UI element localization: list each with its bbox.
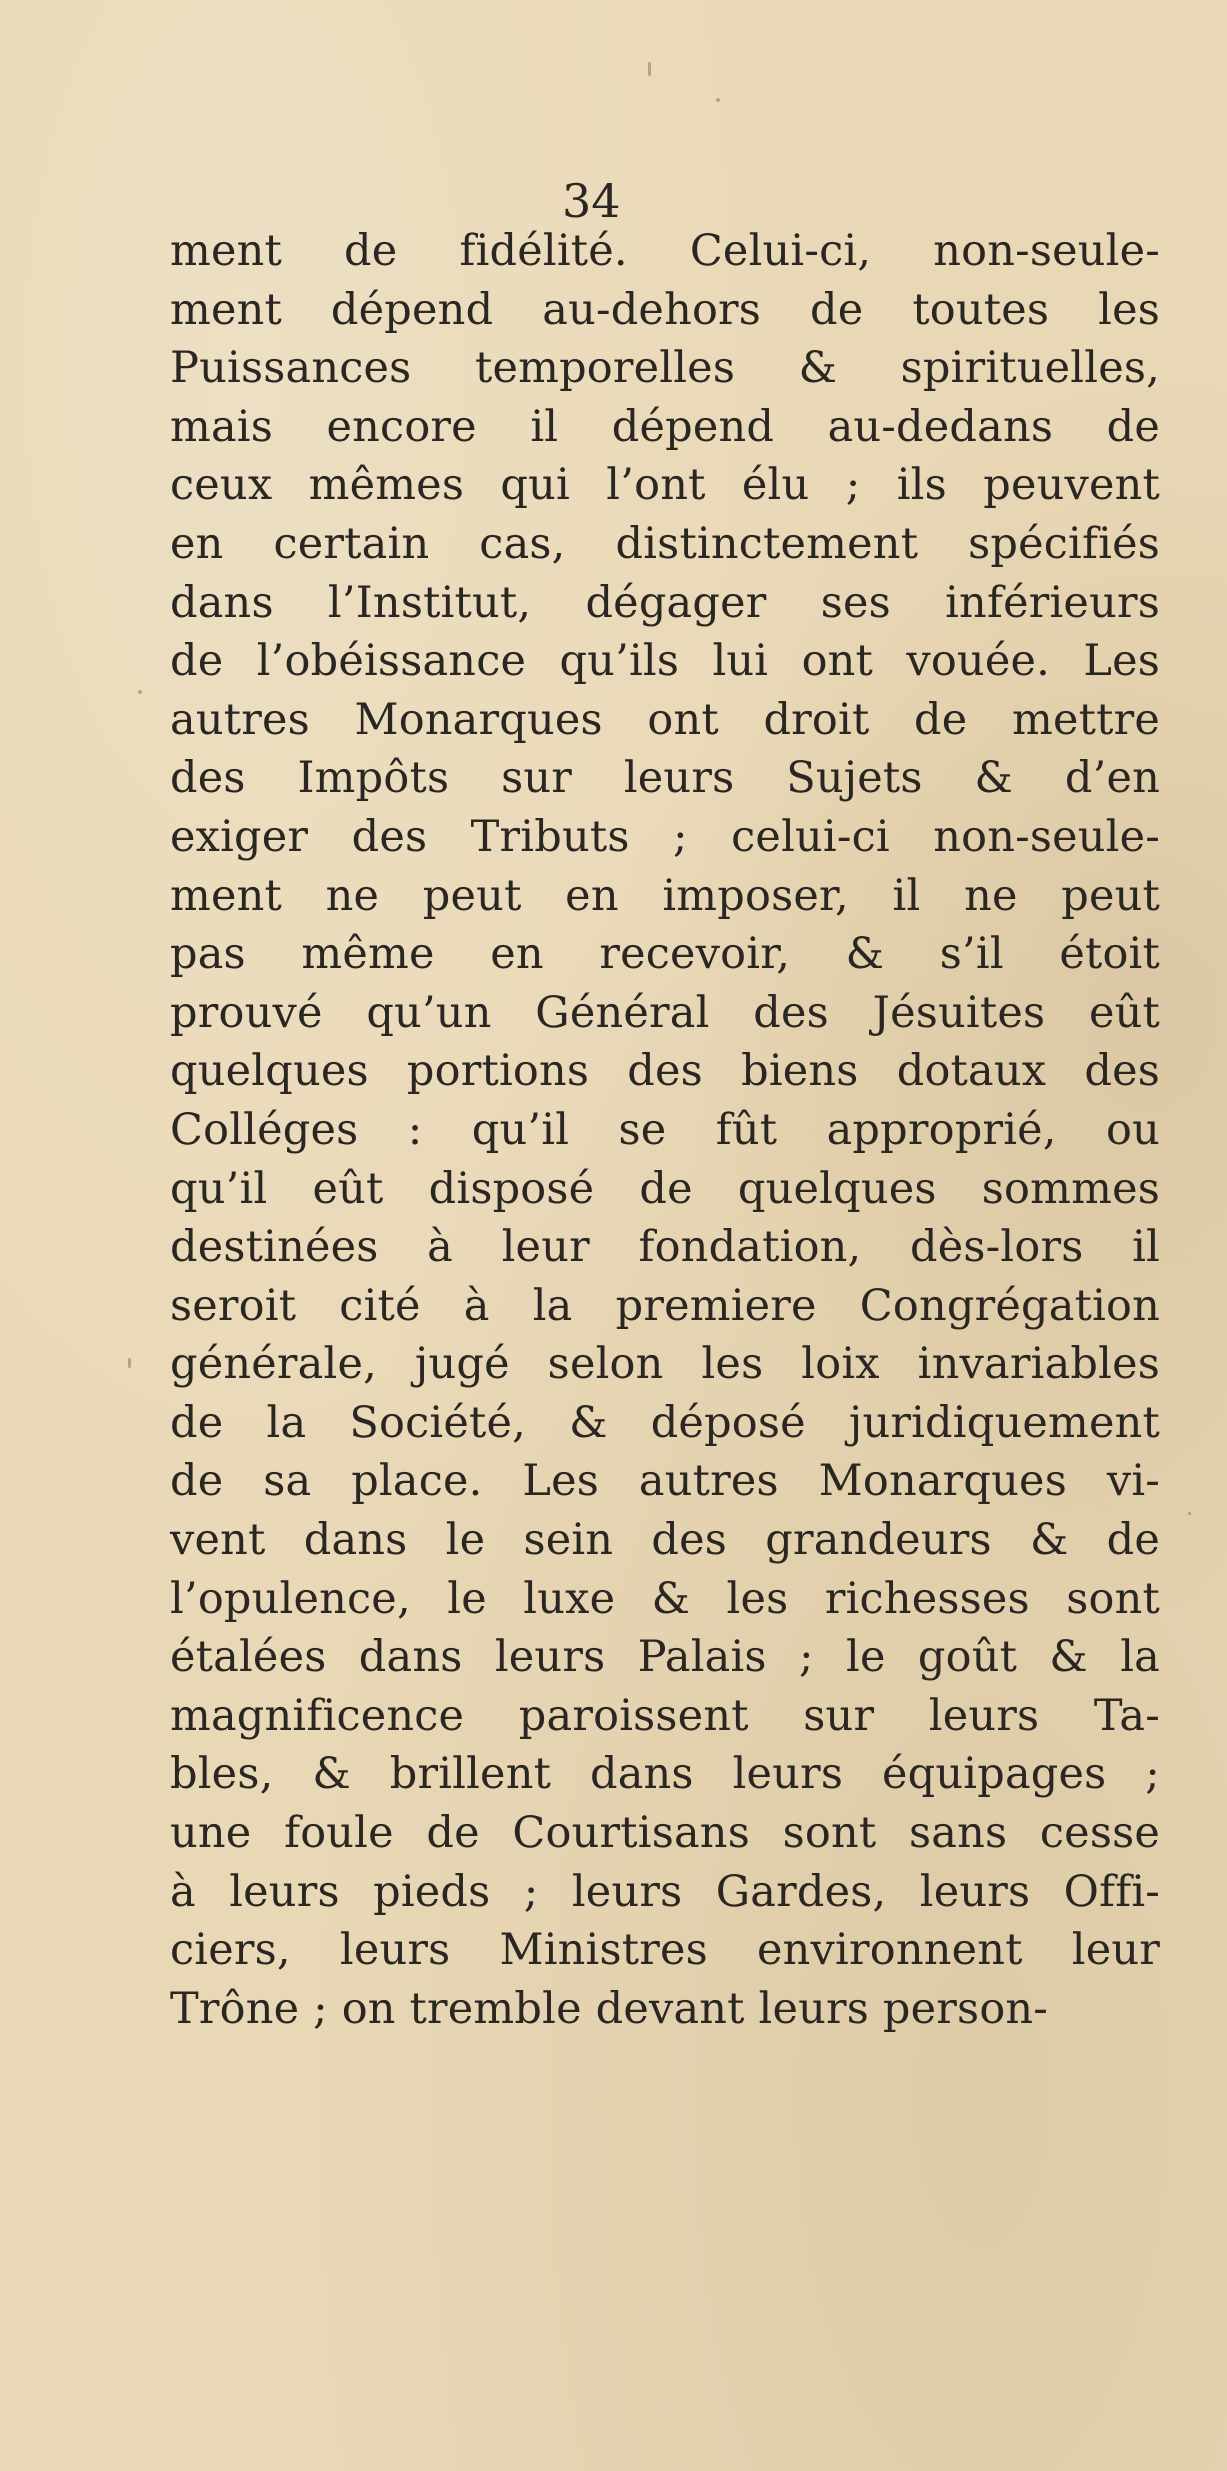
text-line: de sa place. Les autres Monarques vi- [170, 1456, 1160, 1507]
text-line: seroit cité à la premiere Congrégation [170, 1280, 1160, 1331]
paper-speck [1188, 1512, 1191, 1515]
text-line: une foule de Courtisans sont sans cesse [170, 1808, 1160, 1859]
text-line: ment dépend au-dehors de toutes les [170, 284, 1160, 335]
text-line: mais encore il dépend au-dedans de [170, 401, 1160, 452]
text-line: ment de fidélité. Celui-ci, non-seule- [170, 226, 1160, 276]
text-line: des Impôts sur leurs Sujets & d’en [170, 753, 1160, 804]
page-body-text [170, 222, 1160, 2038]
text-line: destinées à leur fondation, dès-lors il [170, 1222, 1160, 1273]
text-line: quelques portions des biens dotaux des [170, 1046, 1160, 1097]
text-line: de la Société, & déposé juridiquement [170, 1397, 1160, 1448]
text-line: prouvé qu’un Général des Jésuites eût [170, 987, 1160, 1038]
text-line: étalées dans leurs Palais ; le goût & la [170, 1632, 1160, 1683]
text-line: Trône ; on tremble devant leurs person- [170, 1983, 1049, 2034]
text-line: magnificence paroissent sur leurs Ta- [170, 1690, 1160, 1741]
text-line: à leurs pieds ; leurs Gardes, leurs Offi- [170, 1866, 1160, 1917]
page-number: 34 [562, 174, 621, 228]
paper-speck [128, 1358, 131, 1368]
paper-speck [716, 98, 720, 102]
text-line: Colléges : qu’il se fût approprié, ou [170, 1104, 1160, 1155]
text-line: Puissances temporelles & spirituelles, [170, 343, 1160, 394]
text-line: ceux mêmes qui l’ont élu ; ils peuvent [170, 460, 1160, 511]
text-line: ment ne peut en imposer, il ne peut [170, 870, 1160, 921]
text-line: exiger des Tributs ; celui-ci non-seule- [170, 811, 1160, 862]
text-line: de l’obéissance qu’ils lui ont vouée. Les [170, 636, 1160, 687]
text-line: en certain cas, distinctement spécifiés [170, 518, 1160, 569]
text-line: bles, & brillent dans leurs équipages ; [170, 1749, 1160, 1800]
text-line: l’opulence, le luxe & les richesses sont [170, 1573, 1160, 1624]
text-line: générale, jugé selon les loix invariables [170, 1339, 1160, 1390]
text-line: pas même en recevoir, & s’il étoit [170, 929, 1160, 980]
paper-speck [138, 690, 142, 694]
text-line: ciers, leurs Ministres environnent leur [170, 1925, 1160, 1976]
paper-speck [648, 62, 651, 76]
text-line: qu’il eût disposé de quelques sommes [170, 1163, 1160, 1214]
text-line: dans l’Institut, dégager ses inférieurs [170, 577, 1160, 628]
text-line: vent dans le sein des grandeurs & de [170, 1515, 1160, 1566]
text-line: autres Monarques ont droit de mettre [170, 694, 1160, 745]
